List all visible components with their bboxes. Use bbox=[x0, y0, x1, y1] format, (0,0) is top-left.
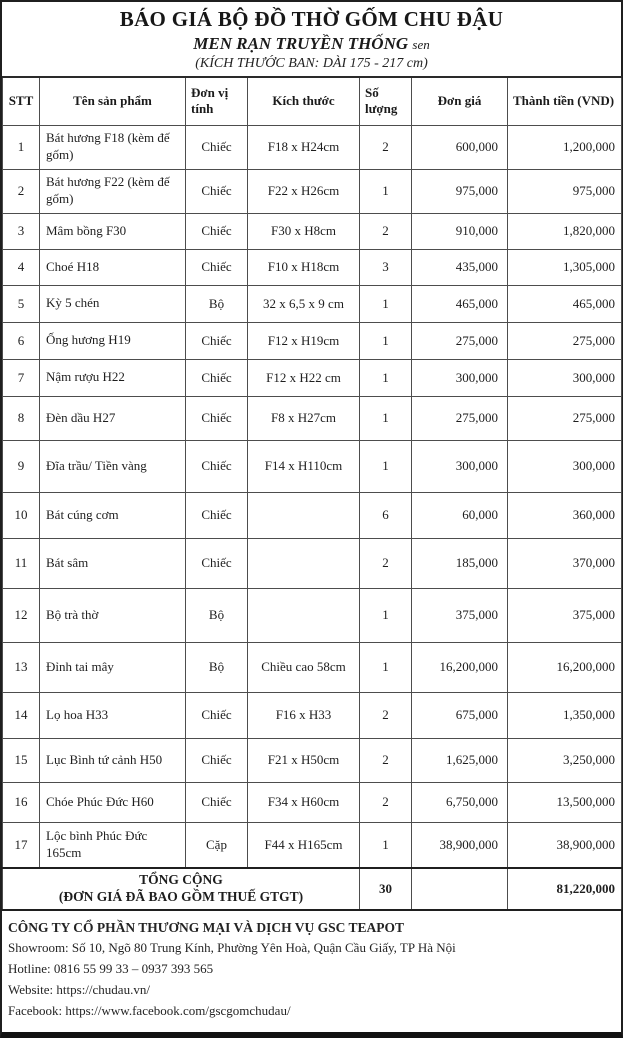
cell-qty: 1 bbox=[360, 440, 412, 492]
cell-size: F14 x H110cm bbox=[248, 440, 360, 492]
cell-qty: 1 bbox=[360, 169, 412, 213]
cell-stt: 12 bbox=[3, 588, 40, 642]
cell-stt: 13 bbox=[3, 642, 40, 692]
cell-stt: 8 bbox=[3, 396, 40, 440]
company-showroom: Showroom: Số 10, Ngõ 80 Trung Kính, Phường Yên Hoà, Quận Cầu Giấy, TP Hà Nội bbox=[8, 940, 456, 956]
cell-size: Chiều cao 58cm bbox=[248, 642, 360, 692]
cell-total: 1,820,000 bbox=[508, 213, 622, 249]
cell-qty: 2 bbox=[360, 125, 412, 169]
cell-unit: Chiếc bbox=[186, 492, 248, 538]
cell-stt: 2 bbox=[3, 169, 40, 213]
table-row bbox=[3, 322, 622, 359]
col-header-name: Tên sản phẩm bbox=[40, 77, 186, 125]
table-row bbox=[3, 782, 622, 822]
cell-price: 275,000 bbox=[412, 396, 508, 440]
cell-name: Lục Bình tứ cảnh H50 bbox=[40, 738, 186, 782]
cell-qty: 2 bbox=[360, 782, 412, 822]
cell-qty: 2 bbox=[360, 213, 412, 249]
table-row bbox=[3, 169, 622, 213]
total-row bbox=[3, 868, 622, 910]
cell-total: 13,500,000 bbox=[508, 782, 622, 822]
cell-unit: Chiếc bbox=[186, 738, 248, 782]
cell-total: 360,000 bbox=[508, 492, 622, 538]
cell-price: 910,000 bbox=[412, 213, 508, 249]
cell-price: 275,000 bbox=[412, 322, 508, 359]
cell-price: 975,000 bbox=[412, 169, 508, 213]
cell-unit: Chiếc bbox=[186, 440, 248, 492]
price-table bbox=[2, 76, 622, 911]
cell-stt: 11 bbox=[3, 538, 40, 588]
col-header-unit: Đơn vị tính bbox=[186, 77, 248, 125]
company-info bbox=[2, 911, 621, 1032]
cell-stt: 1 bbox=[3, 125, 40, 169]
cell-name: Choé H18 bbox=[40, 249, 186, 285]
cell-total: 275,000 bbox=[508, 396, 622, 440]
cell-qty: 6 bbox=[360, 492, 412, 538]
cell-qty: 1 bbox=[360, 588, 412, 642]
total-label-line2: (ĐƠN GIÁ ĐÃ BAO GỒM THUẾ GTGT) bbox=[58, 888, 304, 904]
cell-size: F44 x H165cm bbox=[248, 822, 360, 868]
table-row bbox=[3, 492, 622, 538]
cell-name: Đỉnh tai mây bbox=[40, 642, 186, 692]
table-row bbox=[3, 213, 622, 249]
company-facebook: Facebook: https://www.facebook.com/gscgomchudau/ bbox=[8, 1002, 291, 1018]
cell-total: 370,000 bbox=[508, 538, 622, 588]
table-row bbox=[3, 538, 622, 588]
cell-total: 975,000 bbox=[508, 169, 622, 213]
cell-price: 600,000 bbox=[412, 125, 508, 169]
cell-total: 16,200,000 bbox=[508, 642, 622, 692]
cell-price: 675,000 bbox=[412, 692, 508, 738]
cell-name: Bát cúng cơm bbox=[40, 492, 186, 538]
cell-size: F12 x H22 cm bbox=[248, 359, 360, 396]
col-header-qty: Số lượng bbox=[360, 77, 412, 125]
cell-unit: Chiếc bbox=[186, 359, 248, 396]
cell-price: 185,000 bbox=[412, 538, 508, 588]
cell-name: Chóe Phúc Đức H60 bbox=[40, 782, 186, 822]
cell-size bbox=[248, 492, 360, 538]
cell-size: F21 x H50cm bbox=[248, 738, 360, 782]
cell-size: F22 x H26cm bbox=[248, 169, 360, 213]
cell-total: 38,900,000 bbox=[508, 822, 622, 868]
cell-unit: Chiếc bbox=[186, 125, 248, 169]
cell-size: F34 x H60cm bbox=[248, 782, 360, 822]
cell-total: 1,200,000 bbox=[508, 125, 622, 169]
size-note: (KÍCH THƯỚC BAN: DÀI 175 - 217 cm) bbox=[195, 56, 428, 71]
cell-price: 435,000 bbox=[412, 249, 508, 285]
cell-name: Bộ trà thờ bbox=[40, 588, 186, 642]
cell-qty: 1 bbox=[360, 396, 412, 440]
table-row bbox=[3, 642, 622, 692]
page-subtitle bbox=[6, 34, 617, 54]
table-header-row bbox=[3, 77, 622, 125]
cell-size: F10 x H18cm bbox=[248, 249, 360, 285]
cell-stt: 16 bbox=[3, 782, 40, 822]
company-website: Website: https://chudau.vn/ bbox=[8, 981, 150, 997]
cell-qty: 3 bbox=[360, 249, 412, 285]
cell-size: F18 x H24cm bbox=[248, 125, 360, 169]
cell-name: Bát hương F22 (kèm đế gốm) bbox=[40, 169, 186, 213]
cell-name: Nậm rượu H22 bbox=[40, 359, 186, 396]
cell-price: 1,625,000 bbox=[412, 738, 508, 782]
cell-size: F12 x H19cm bbox=[248, 322, 360, 359]
cell-unit: Chiếc bbox=[186, 538, 248, 588]
total-amount: 81,220,000 bbox=[508, 868, 622, 910]
cell-unit: Chiếc bbox=[186, 396, 248, 440]
cell-price: 38,900,000 bbox=[412, 822, 508, 868]
cell-size: F30 x H8cm bbox=[248, 213, 360, 249]
cell-unit: Cặp bbox=[186, 822, 248, 868]
document-header bbox=[2, 2, 621, 76]
cell-qty: 1 bbox=[360, 359, 412, 396]
cell-stt: 6 bbox=[3, 322, 40, 359]
cell-price: 465,000 bbox=[412, 285, 508, 322]
table-row bbox=[3, 359, 622, 396]
cell-stt: 5 bbox=[3, 285, 40, 322]
cell-stt: 9 bbox=[3, 440, 40, 492]
col-header-price: Đơn giá bbox=[412, 77, 508, 125]
company-hotline: Hotline: 0816 55 99 33 – 0937 393 565 bbox=[8, 961, 214, 977]
cell-stt: 3 bbox=[3, 213, 40, 249]
cell-name: Lọ hoa H33 bbox=[40, 692, 186, 738]
cell-unit: Chiếc bbox=[186, 692, 248, 738]
cell-total: 465,000 bbox=[508, 285, 622, 322]
table-row bbox=[3, 285, 622, 322]
cell-unit: Chiếc bbox=[186, 782, 248, 822]
cell-total: 300,000 bbox=[508, 440, 622, 492]
cell-price: 300,000 bbox=[412, 359, 508, 396]
cell-stt: 4 bbox=[3, 249, 40, 285]
subtitle-text: MEN RẠN TRUYỀN THỐNG bbox=[193, 34, 409, 53]
cell-price: 6,750,000 bbox=[412, 782, 508, 822]
cell-qty: 1 bbox=[360, 285, 412, 322]
table-row bbox=[3, 249, 622, 285]
cell-qty: 2 bbox=[360, 692, 412, 738]
table-row bbox=[3, 588, 622, 642]
cell-unit: Chiếc bbox=[186, 322, 248, 359]
cell-price: 16,200,000 bbox=[412, 642, 508, 692]
cell-total: 1,305,000 bbox=[508, 249, 622, 285]
cell-total: 300,000 bbox=[508, 359, 622, 396]
cell-size: 32 x 6,5 x 9 cm bbox=[248, 285, 360, 322]
cell-total: 1,350,000 bbox=[508, 692, 622, 738]
table-row bbox=[3, 125, 622, 169]
cell-name: Bát sâm bbox=[40, 538, 186, 588]
company-name: CÔNG TY CỔ PHẦN THƯƠNG MẠI VÀ DỊCH VỤ GSC TEAPOT bbox=[8, 919, 405, 935]
cell-name: Đĩa trầu/ Tiền vàng bbox=[40, 440, 186, 492]
cell-size bbox=[248, 588, 360, 642]
cell-total: 3,250,000 bbox=[508, 738, 622, 782]
total-label-line1: TỔNG CỘNG bbox=[139, 872, 223, 887]
cell-stt: 15 bbox=[3, 738, 40, 782]
cell-stt: 17 bbox=[3, 822, 40, 868]
table-row bbox=[3, 440, 622, 492]
cell-unit: Chiếc bbox=[186, 169, 248, 213]
cell-stt: 7 bbox=[3, 359, 40, 396]
table-row bbox=[3, 692, 622, 738]
cell-qty: 1 bbox=[360, 322, 412, 359]
cell-unit: Bộ bbox=[186, 588, 248, 642]
cell-name: Lộc bình Phúc Đức 165cm bbox=[40, 822, 186, 868]
cell-name: Kỳ 5 chén bbox=[40, 285, 186, 322]
cell-total: 375,000 bbox=[508, 588, 622, 642]
cell-stt: 14 bbox=[3, 692, 40, 738]
cell-qty: 2 bbox=[360, 738, 412, 782]
cell-qty: 1 bbox=[360, 822, 412, 868]
total-quantity: 30 bbox=[360, 868, 412, 910]
table-row bbox=[3, 822, 622, 868]
cell-name: Ống hương H19 bbox=[40, 322, 186, 359]
cell-unit: Bộ bbox=[186, 642, 248, 692]
cell-total: 275,000 bbox=[508, 322, 622, 359]
cell-size: F16 x H33 bbox=[248, 692, 360, 738]
cell-price: 60,000 bbox=[412, 492, 508, 538]
table-row bbox=[3, 738, 622, 782]
cell-size bbox=[248, 538, 360, 588]
cell-name: Đèn dầu H27 bbox=[40, 396, 186, 440]
cell-unit: Bộ bbox=[186, 285, 248, 322]
col-header-size: Kích thước bbox=[248, 77, 360, 125]
cell-size: F8 x H27cm bbox=[248, 396, 360, 440]
page-title: BÁO GIÁ BỘ ĐỒ THỜ GỐM CHU ĐẬU bbox=[119, 7, 504, 31]
cell-stt: 10 bbox=[3, 492, 40, 538]
cell-price: 300,000 bbox=[412, 440, 508, 492]
total-label bbox=[3, 868, 360, 910]
col-header-stt: STT bbox=[3, 77, 40, 125]
subtitle-suffix: sen bbox=[412, 37, 430, 52]
cell-name: Mâm bồng F30 bbox=[40, 213, 186, 249]
table-row bbox=[3, 396, 622, 440]
cell-price: 375,000 bbox=[412, 588, 508, 642]
col-header-total: Thành tiền (VND) bbox=[508, 77, 622, 125]
cell-name: Bát hương F18 (kèm đế gốm) bbox=[40, 125, 186, 169]
cell-unit: Chiếc bbox=[186, 213, 248, 249]
cell-unit: Chiếc bbox=[186, 249, 248, 285]
total-price-empty-cell bbox=[412, 868, 508, 910]
cell-qty: 2 bbox=[360, 538, 412, 588]
cell-qty: 1 bbox=[360, 642, 412, 692]
